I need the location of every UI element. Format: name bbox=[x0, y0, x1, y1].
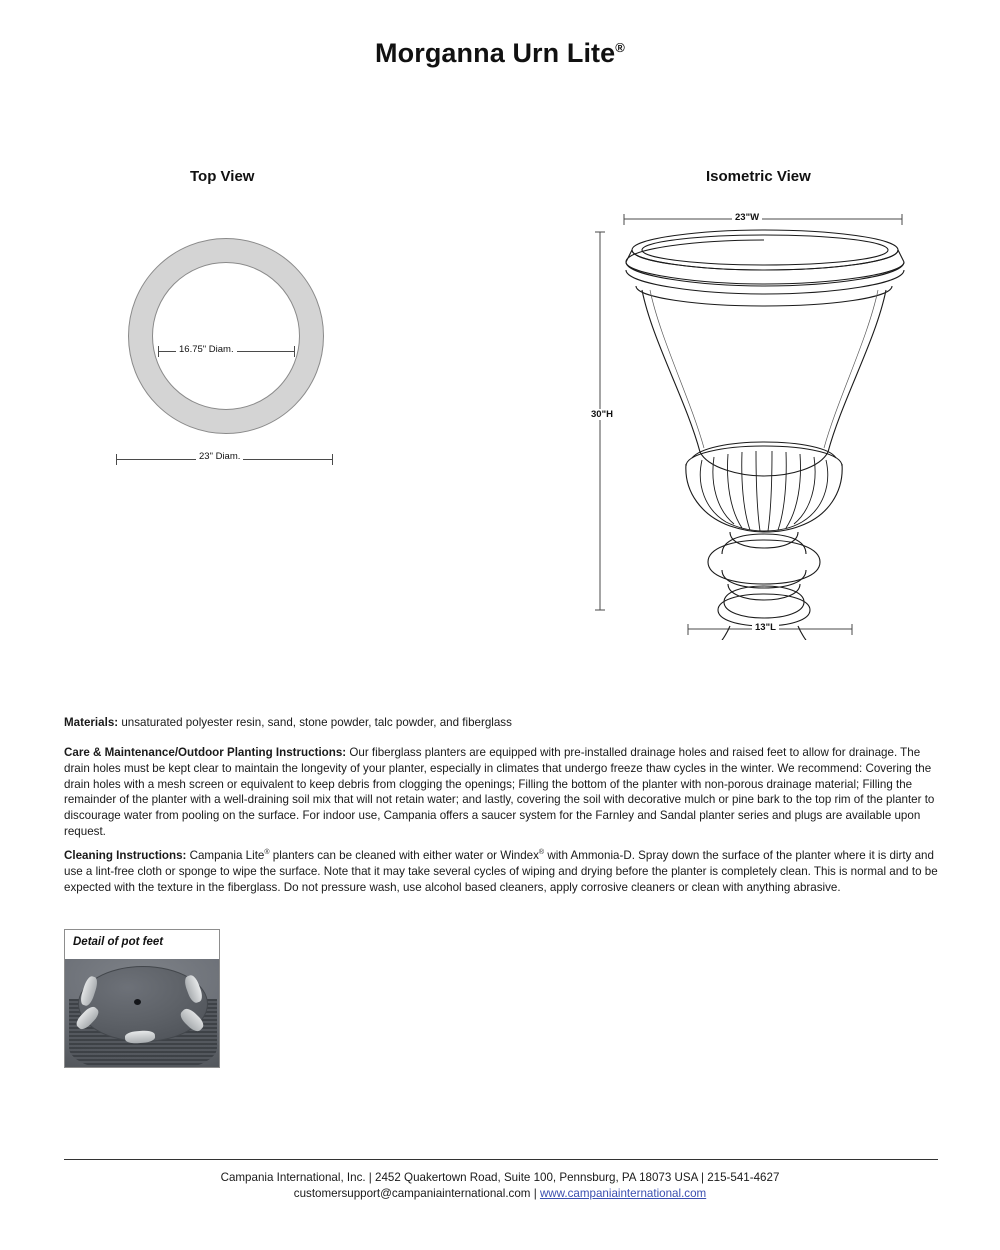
footer-contact-line bbox=[0, 1186, 1000, 1202]
care-maintenance-paragraph bbox=[64, 745, 938, 840]
care-heading: Care & Maintenance/Outdoor Planting Instructions: bbox=[64, 746, 347, 759]
cleaning-text-3: with Ammonia-D. Spray down the surface of the planter where it is dirty and use a lint-free cloth or sponge to wipe the surface. Note that it may take several cycles of wiping and drying before the planter is completely clean. This is normal and to be expected with the texture in the fiberglass. Do not pressure wash, use alcohol based cleaners, apply corrosive cleaners or clean with anything abrasive. bbox=[64, 849, 938, 894]
urn-rim-inner-circle bbox=[152, 262, 300, 410]
footer-email[interactable]: customersupport@campaniainternational.com bbox=[293, 1187, 531, 1201]
top-view-drawing bbox=[118, 238, 338, 468]
outer-diameter-tick-left bbox=[116, 454, 117, 465]
campania-lite-trademark-symbol: ® bbox=[264, 849, 270, 857]
materials-paragraph bbox=[64, 715, 938, 731]
page-title-text: Morganna Urn Lite bbox=[375, 38, 616, 68]
outer-diameter-tick-right bbox=[332, 454, 333, 465]
footer bbox=[0, 1170, 1000, 1203]
page-title bbox=[0, 38, 1000, 69]
inner-diameter-tick-right bbox=[294, 346, 295, 357]
footer-address-line: Campania International, Inc. | 2452 Quakertown Road, Suite 100, Pennsburg, PA 18073 USA | 215-541-4627 bbox=[220, 1171, 780, 1184]
isometric-height-label: 30"H bbox=[588, 409, 616, 420]
materials-text: unsaturated polyester resin, sand, stone powder, talc powder, and fiberglass bbox=[118, 716, 512, 729]
drainage-hole bbox=[134, 999, 141, 1005]
cleaning-instructions-paragraph bbox=[64, 848, 938, 895]
urn-isometric-svg bbox=[580, 210, 920, 640]
isometric-view-label: Isometric View bbox=[706, 168, 811, 185]
cleaning-heading: Cleaning Instructions: bbox=[64, 849, 187, 862]
top-view-label: Top View bbox=[190, 168, 255, 185]
registered-trademark-symbol: ® bbox=[615, 40, 625, 55]
detail-photo-box bbox=[64, 929, 220, 1068]
cleaning-text-2: planters can be cleaned with either water or Windex bbox=[269, 849, 539, 862]
isometric-width-label: 23"W bbox=[732, 212, 762, 223]
outer-diameter-label: 23" Diam. bbox=[196, 451, 243, 462]
materials-heading: Materials: bbox=[64, 716, 119, 729]
pot-feet-photo bbox=[65, 959, 220, 1068]
care-text: Our fiberglass planters are equipped with pre-installed drainage holes and raised feet to allow for drainage. The drain holes must be kept clear to maintain the longevity of your planter, especially in climates that undergo freeze thaw cycles in the winter. We recommend: Covering the drain holes with a mesh screen or equivalent to keep debris from clogging the openings; Filling the bottom of the planter with non-porous drainage material; Filling the remainder of the planter with a well-draining soil mix that will not retain water; and lastly, covering the soil with decorative mulch or pine bark to the top rim of the planter to discourage water from pooling on the surface. For indoor use, Campania offers a saucer system for the Farnley and Sandal planter series and plugs are available upon request. bbox=[64, 746, 935, 838]
detail-photo-caption: Detail of pot feet bbox=[73, 936, 164, 948]
cleaning-text-1: Campania Lite bbox=[186, 849, 265, 862]
inner-diameter-tick-left bbox=[158, 346, 159, 357]
footer-divider bbox=[64, 1159, 938, 1160]
inner-diameter-label: 16.75" Diam. bbox=[176, 344, 237, 355]
windex-trademark-symbol: ® bbox=[538, 849, 545, 857]
isometric-base-length-label: 13"L bbox=[752, 622, 779, 633]
isometric-view-drawing bbox=[580, 210, 920, 640]
footer-website-link[interactable]: www.campaniainternational.com bbox=[539, 1187, 707, 1201]
footer-separator: | bbox=[530, 1187, 540, 1201]
